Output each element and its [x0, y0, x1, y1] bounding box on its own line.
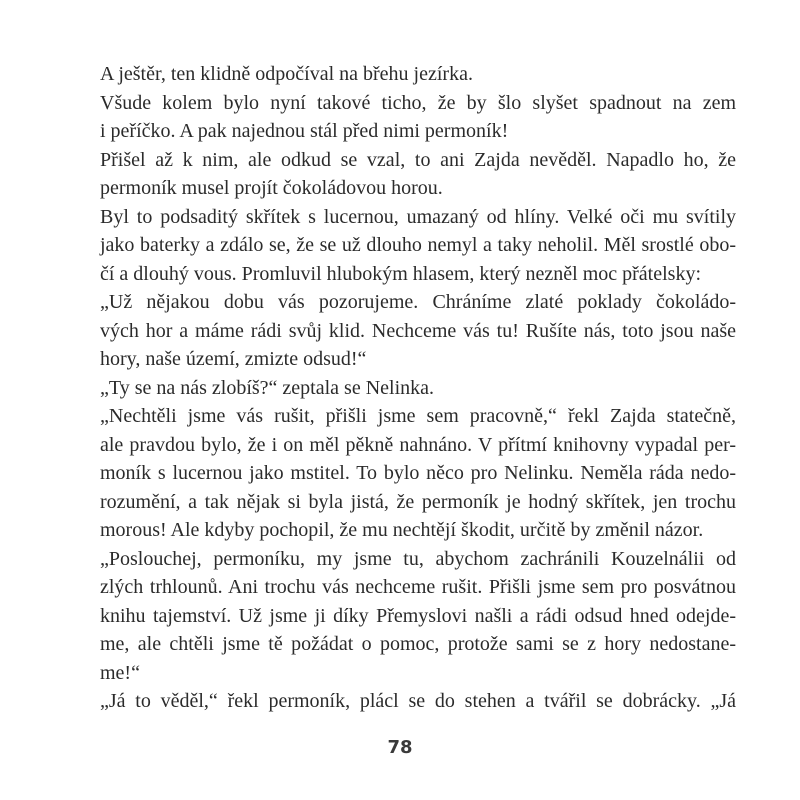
paragraph — [74, 545, 736, 688]
body-text — [74, 60, 736, 716]
page-number: 78 — [387, 737, 413, 758]
text-line: zlých trhlounů. Ani trochu vás nechceme rušit. Přišli jsme sem pro posvátnou — [100, 576, 736, 598]
text-line: permoník musel projít čokoládovou horou. — [100, 177, 443, 199]
text-line: čí a dlouhý vous. Promluvil hlubokým hlasem, který nezněl moc přátelsky: — [100, 262, 702, 285]
text-line: me!“ — [100, 661, 140, 684]
text-line: „Poslouchej, permoníku, my jsme tu, abychom zachránili Kouzelnálii od — [100, 547, 736, 570]
text-line: moník s lucernou jako mstitel. To bylo něco pro Nelinku. Neměla ráda nedo- — [100, 462, 736, 484]
paragraph — [74, 288, 736, 374]
text-line: jako baterky a zdálo se, že se už dlouho nemyl a taky neholil. Měl srostlé obo- — [100, 234, 736, 256]
paragraph — [74, 203, 736, 289]
text-line: knihu tajemství. Už jsme ji díky Přemyslovi našli a rádi odsud hned odejde- — [100, 604, 736, 627]
text-line: „Nechtěli jsme vás rušit, přišli jsme sem pracovně,“ řekl Zajda statečně, — [100, 405, 736, 427]
text-line: Všude kolem bylo nyní takové ticho, že by šlo slyšet spadnout na zem — [100, 91, 736, 114]
text-line: rozumění, a tak nějak si byla jistá, že permoník je hodný skřítek, jen trochu — [100, 490, 736, 513]
paragraph — [74, 60, 736, 89]
text-line: hory, naše území, zmizte odsud!“ — [100, 348, 367, 370]
text-line: vých hor a máme rádi svůj klid. Nechceme vás tu! Rušíte nás, toto jsou naše — [100, 319, 736, 342]
text-line: me, ale chtěli jsme tě požádat o pomoc, protože sami se z hory nedostane- — [100, 633, 736, 655]
paragraph — [74, 402, 736, 545]
text-line: Byl to podsaditý skřítek s lucernou, umazaný od hlíny. Velké oči mu svítily — [100, 205, 736, 228]
text-line: morous! Ale kdyby pochopil, že mu nechtějí škodit, určitě by změnil názor. — [100, 519, 704, 541]
paragraph — [74, 374, 736, 403]
text-line: Přišel až k nim, ale odkud se vzal, to ani Zajda nevěděl. Napadlo ho, že — [100, 148, 736, 171]
paragraph — [74, 687, 736, 716]
text-line: i peříčko. A pak najednou stál před nimi permoník! — [100, 120, 509, 142]
text-line: „Ty se na nás zlobíš?“ zeptala se Nelinka. — [100, 376, 435, 399]
text-line: „Už nějakou dobu vás pozorujeme. Chráníme zlaté poklady čokoládo- — [100, 291, 736, 313]
paragraph — [74, 146, 736, 203]
paragraph — [74, 89, 736, 146]
text-line: ale pravdou bylo, že i on měl pěkně nahnáno. V přítmí knihovny vypadal per- — [100, 433, 736, 456]
text-line: „Já to věděl,“ řekl permoník, plácl se do stehen a tvářil se dobrácky. „Já — [100, 690, 736, 712]
text-line: A ještěr, ten klidně odpočíval na břehu jezírka. — [100, 63, 473, 85]
